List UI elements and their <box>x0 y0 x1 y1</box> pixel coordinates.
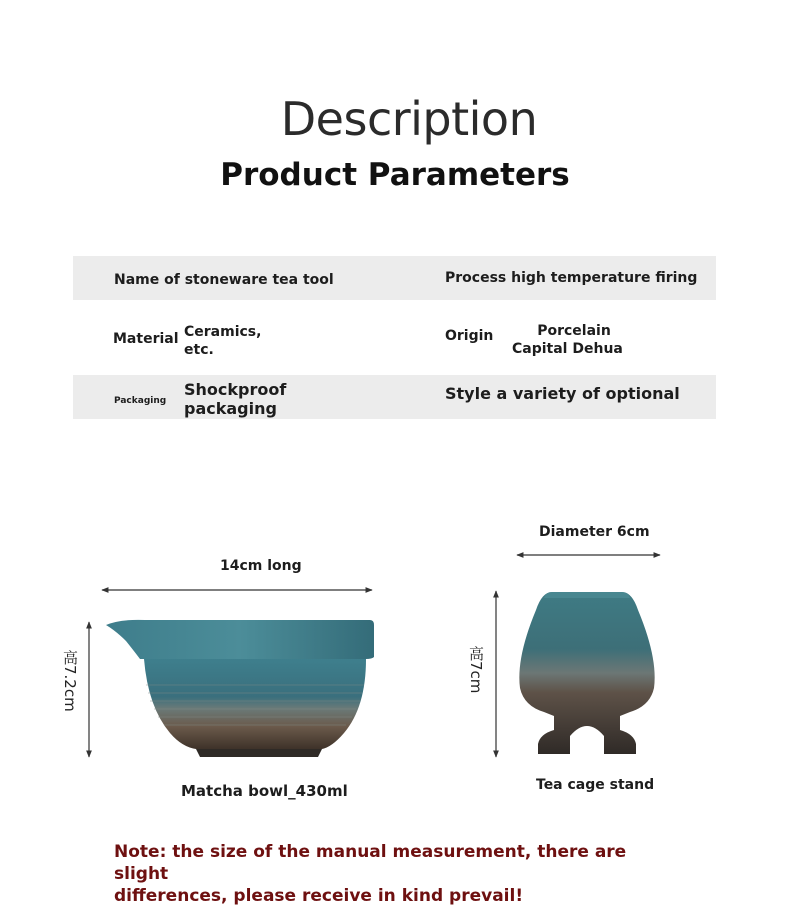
param-material-label: Material <box>113 331 179 347</box>
param-origin-label: Origin <box>445 328 494 344</box>
section-subtitle: Product Parameters <box>220 157 570 193</box>
param-origin-value-line: Capital Dehua <box>512 341 623 357</box>
param-packaging-value-line: packaging <box>184 399 277 418</box>
bowl-height-label: 高7.2cm <box>61 650 79 712</box>
param-origin-value-line: Porcelain <box>537 323 611 339</box>
tea-cage-stand-image <box>512 588 662 760</box>
stand-caption: Tea cage stand <box>536 777 655 793</box>
stand-diameter-label: Diameter 6cm <box>539 524 650 540</box>
bowl-caption: Matcha bowl_430ml <box>181 782 348 800</box>
bowl-length-label: 14cm long <box>220 558 302 574</box>
measurement-note <box>114 841 674 907</box>
param-packaging-label: Packaging <box>114 396 167 406</box>
page-title: Description <box>280 92 538 146</box>
param-packaging-value-line: Shockproof <box>184 380 287 399</box>
note-line: differences, please receive in kind prevail! <box>114 886 524 906</box>
param-material-value-line: Ceramics, <box>184 324 262 340</box>
param-name: Name of stoneware tea tool <box>114 272 334 288</box>
matcha-bowl-image <box>100 615 380 760</box>
note-line: Note: the size of the manual measurement, there are slight <box>114 842 627 884</box>
stand-height-label: 高7cm <box>467 646 485 694</box>
param-process: Process high temperature firing <box>445 270 698 286</box>
param-material-value-line: etc. <box>184 342 214 358</box>
param-style: Style a variety of optional <box>445 384 680 403</box>
